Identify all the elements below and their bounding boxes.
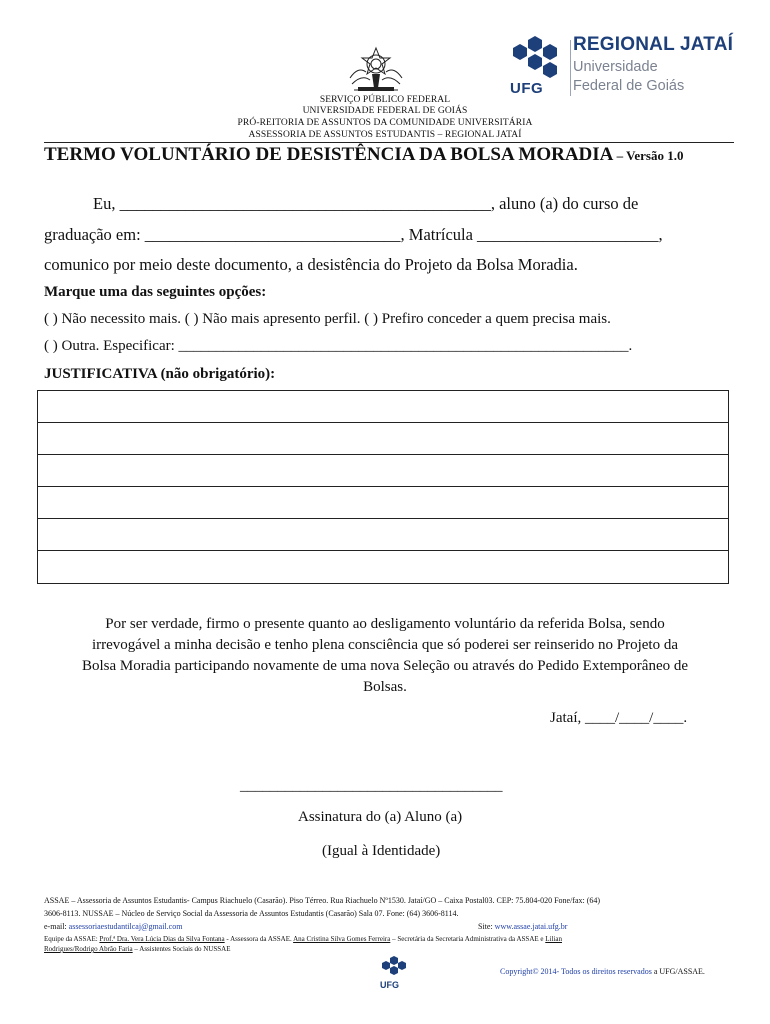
justification-row[interactable] [38, 551, 728, 583]
footer-email-label: e-mail: [44, 922, 69, 931]
justification-row[interactable] [38, 519, 728, 551]
justification-table [37, 390, 729, 584]
header-line-3: PRÓ-REITORIA DE ASSUNTOS DA COMUNIDADE UNIVERSITÁRIA [237, 118, 533, 128]
footer-email-link[interactable]: assessoriaestudantilcaj@gmail.com [68, 922, 183, 931]
footer-team-name-3a: Lilian [545, 935, 562, 943]
form-version: – Versão 1.0 [613, 148, 684, 163]
options-label: Marque uma das seguintes opções: [44, 284, 267, 300]
footer-team-name-2: Ana Cristina Silva Gomes Ferreira [293, 935, 391, 943]
student-name-line[interactable]: Eu, _____________________________________________, aluno (a) do curso de [93, 194, 639, 213]
brand-subtitle-2: Federal de Goiás [573, 78, 685, 94]
justification-row[interactable] [38, 487, 728, 519]
footer-address-2: 3606-8113. NUSSAE – Núcleo de Serviço Social da Assessoria de Assuntos Estudantis (Casarão) Sala 07. Fone: (64) 3606-8114. [44, 909, 459, 918]
justification-label: JUSTIFICATIVA (não obrigatório): [44, 366, 276, 382]
course-registration-line[interactable]: graduação em: _______________________________, Matrícula ______________________, [44, 225, 663, 244]
signature-label: Assinatura do (a) Aluno (a) [298, 809, 463, 825]
statement-line-2: irrevogável a minha decisão e tenho plena consciência que só poderei ser reinserido no Projeto da [91, 637, 679, 653]
footer-copyright-owner: a UFG/ASSAE. [651, 967, 705, 976]
brand-separator [570, 40, 571, 96]
justification-row[interactable] [38, 391, 728, 423]
statement-line-1: Por ser verdade, firmo o presente quanto ao desligamento voluntário da referida Bolsa, sendo [105, 616, 665, 632]
footer-site-row [478, 921, 567, 932]
signature-line[interactable]: ___________________________________ [240, 778, 503, 794]
coat-of-arms-emblem [344, 44, 408, 96]
justification-row[interactable] [38, 455, 728, 487]
ufg-wordmark: UFG [510, 80, 544, 97]
ufg-small-wordmark: UFG [380, 980, 399, 990]
header-line-2: UNIVERSIDADE FEDERAL DE GOIÁS [302, 106, 468, 116]
statement-line-3: Bolsa Moradia participando novamente de uma nova Seleção ou através do Pedido Extemporâneo de [81, 658, 689, 674]
statement-line-4: Bolsas. [363, 679, 407, 695]
declaration-line: comunico por meio deste documento, a desistência do Projeto da Bolsa Moradia. [44, 255, 578, 274]
footer-team-row-2 [44, 944, 230, 955]
footer-site-link[interactable]: www.assae.jatai.ufg.br [494, 922, 568, 931]
footer-copyright-text: Copyright© 2014- Todos os direitos reservados [500, 967, 652, 976]
brand-subtitle-1: Universidade [573, 59, 658, 75]
footer-email-row [44, 921, 182, 932]
statement-paragraph [40, 614, 730, 698]
footer-copyright [500, 966, 705, 977]
header-rule [44, 142, 734, 143]
footer-site-label: Site: [478, 922, 495, 931]
form-title [44, 144, 683, 166]
footer-team-role-1: - Assessora da ASSAE. [224, 935, 294, 943]
footer-team-role-3: – Assistentes Sociais do NUSSAE [132, 945, 231, 953]
header-line-4: ASSESSORIA DE ASSUNTOS ESTUDANTIS – REGIONAL JATAÍ [248, 130, 522, 140]
justification-row[interactable] [38, 423, 728, 455]
footer-team-name-3b: Rodrigues/Rodrigo Abrão Faria [44, 945, 133, 953]
footer-team-name-1: Prof.ª Dra. Vera Lúcia Dias da Silva Fontana [99, 935, 225, 943]
form-title-text: TERMO VOLUNTÁRIO DE DESISTÊNCIA DA BOLSA MORADIA [44, 144, 614, 165]
footer-team-role-2: – Secretária da Secretaria Administrativa da ASSAE e [390, 935, 546, 943]
date-line[interactable]: Jataí, ____/____/____. [550, 710, 688, 726]
brand-title: REGIONAL JATAÍ [573, 34, 734, 55]
footer-address-1: ASSAE – Assessoria de Assuntos Estudantis- Campus Riachuelo (Casarão). Piso Térreo. Rua Riachuelo Nº1530. Jataí/GO – Caixa Postal03. CEP: 75.804-020 Fone/fax: (64) [44, 896, 601, 905]
signature-note: (Igual à Identidade) [322, 843, 441, 859]
footer-team-prefix: Equipe da ASSAE: [44, 935, 100, 943]
header-line-1: SERVIÇO PÚBLICO FEDERAL [319, 95, 451, 105]
options-line-2[interactable]: ( ) Outra. Especificar: ____________________________________________________________. [44, 338, 633, 354]
options-line-1[interactable]: ( ) Não necessito mais. ( ) Não mais apresento perfil. ( ) Prefiro conceder a quem precisa mais. [44, 311, 611, 327]
